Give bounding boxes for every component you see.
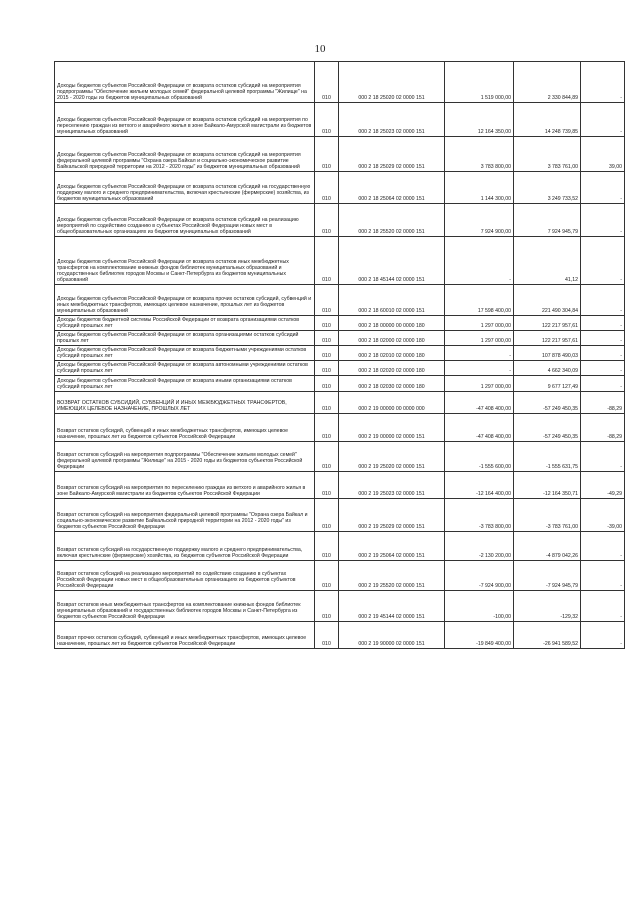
table-row [55,499,625,532]
row-budget-code: 000 2 18 25029 02 0000 151 [339,137,445,172]
row-planned-amount: 1 144 300,00 [445,172,514,204]
table-row [55,622,625,649]
row-planned-amount: -1 555 600,00 [445,442,514,472]
row-executed-amount: -7 924 945,79 [514,561,581,591]
row-percent: - [581,532,625,561]
row-percent: - [581,346,625,361]
row-percent: -39,00 [581,499,625,532]
row-executed-amount: 221 490 304,84 [514,285,581,316]
table-row [55,442,625,472]
row-percent: - [581,316,625,331]
row-budget-code: 000 2 19 90000 02 0000 151 [339,622,445,649]
row-description: Доходы бюджетов субъектов Российской Федерации от возврата остатков субсидий на реализацию мероприятий по содействию созданию в субъектах Российской Федерации новых мест в общеобразовательных организациях из бюджетов муниципальных образований [55,204,315,237]
row-planned-amount: 17 598 400,00 [445,285,514,316]
row-line-code: 010 [315,361,339,376]
revenue-table [54,61,625,649]
row-executed-amount: -1 555 631,75 [514,442,581,472]
row-percent: 39,00 [581,137,625,172]
row-description: Возврат остатков субсидий на государственную поддержку малого и среднего предпринимательства, включая крестьянские (фермерские) хозяйства, из бюджетов субъектов Российской Федерации [55,532,315,561]
table-row [55,346,625,361]
row-executed-amount: 122 217 957,61 [514,331,581,346]
row-line-code: 010 [315,346,339,361]
row-line-code: 010 [315,414,339,442]
row-budget-code: 000 2 18 25064 02 0000 151 [339,172,445,204]
row-line-code: 010 [315,561,339,591]
row-percent: - [581,622,625,649]
row-percent: - [581,62,625,103]
row-percent: - [581,591,625,622]
row-planned-amount: -2 130 200,00 [445,532,514,561]
row-executed-amount: 107 878 490,03 [514,346,581,361]
row-budget-code: 000 2 19 25064 02 0000 151 [339,532,445,561]
table-row [55,172,625,204]
table-row [55,103,625,137]
row-description: Доходы бюджетов субъектов Российской Федерации от возврата автономными учреждениями остатков субсидий прошлых лет [55,361,315,376]
row-planned-amount: 1 297 000,00 [445,376,514,392]
row-planned-amount: 1 297 000,00 [445,316,514,331]
row-executed-amount: -12 164 350,71 [514,472,581,499]
row-executed-amount: 122 217 957,61 [514,316,581,331]
table-row [55,361,625,376]
row-executed-amount: -129,32 [514,591,581,622]
row-executed-amount: 3 783 761,00 [514,137,581,172]
table-body [55,62,625,649]
row-budget-code: 000 2 19 25020 02 0000 151 [339,442,445,472]
row-budget-code: 000 2 18 02030 02 0000 180 [339,376,445,392]
row-budget-code: 000 2 18 60010 02 0000 151 [339,285,445,316]
row-line-code: 010 [315,172,339,204]
row-executed-amount: 2 330 844,89 [514,62,581,103]
row-line-code: 010 [315,392,339,414]
table-row [55,591,625,622]
row-percent: - [581,285,625,316]
row-description: Возврат остатков субсидий на реализацию мероприятий по содействию созданию в субъектах Российской Федерации новых мест в общеобразовательных организациях из бюджетов субъектов Российской Федерации [55,561,315,591]
row-line-code: 010 [315,62,339,103]
row-percent: - [581,331,625,346]
row-description: Возврат остатков субсидий на мероприятия федеральной целевой программы "Охрана озера Байкал и социально-экономическое развитие Байкальской природной территории на 2012 - 2020 годы" из бюджетов субъектов Российской Федерации [55,499,315,532]
row-description: Доходы бюджетов субъектов Российской Федерации от возврата остатков субсидий на мероприятия по переселению граждан из ветхого и аварийного жилья в зоне Байкало-Амурской магистрали из бюджетов муниципальных образований [55,103,315,137]
row-planned-amount: -3 783 800,00 [445,499,514,532]
table-row [55,561,625,591]
row-description: Возврат остатков субсидий, субвенций и иных межбюджетных трансфертов, имеющих целевое назначение, прошлых лет из бюджетов субъектов Российской Федерации [55,414,315,442]
row-budget-code: 000 2 18 02000 02 0000 180 [339,331,445,346]
row-planned-amount: 12 164 350,00 [445,103,514,137]
table-row [55,316,625,331]
row-planned-amount: - [445,346,514,361]
row-budget-code: 000 2 18 02020 02 0000 180 [339,361,445,376]
row-executed-amount: -57 249 450,35 [514,414,581,442]
row-executed-amount: 7 924 945,79 [514,204,581,237]
row-line-code: 010 [315,316,339,331]
row-executed-amount: -26 941 589,52 [514,622,581,649]
table-row [55,204,625,237]
row-budget-code: 000 2 18 02010 02 0000 180 [339,346,445,361]
row-planned-amount: 7 924 900,00 [445,204,514,237]
row-budget-code: 000 2 19 00000 02 0000 151 [339,414,445,442]
row-description: Доходы бюджетов субъектов Российской Федерации от возврата иными организациями остатков субсидий прошлых лет [55,376,315,392]
row-planned-amount: - [445,361,514,376]
row-percent: - [581,237,625,285]
row-description: Доходы бюджетов субъектов Российской Федерации от возврата бюджетными учреждениями остатков субсидий прошлых лет [55,346,315,361]
row-percent: - [581,103,625,137]
row-planned-amount: 1 519 000,00 [445,62,514,103]
row-executed-amount: 41,12 [514,237,581,285]
row-planned-amount: - [445,237,514,285]
row-budget-code: 000 2 18 25023 02 0000 151 [339,103,445,137]
row-line-code: 010 [315,622,339,649]
table-row [55,532,625,561]
row-percent: - [581,361,625,376]
row-executed-amount: -57 249 450,35 [514,392,581,414]
row-planned-amount: -47 408 400,00 [445,414,514,442]
row-percent: -88,29 [581,392,625,414]
row-budget-code: 000 2 18 25520 02 0000 151 [339,204,445,237]
table-row [55,237,625,285]
row-executed-amount: 14 248 739,85 [514,103,581,137]
row-line-code: 010 [315,591,339,622]
row-description: Доходы бюджетов субъектов Российской Федерации от возврата остатков субсидий на мероприятия подпрограммы "Обеспечение жильем молодых семей" федеральной целевой программы "Жилище" на 2015 - 2020 годы из бюджетов муниципальных образований [55,62,315,103]
row-description: Доходы бюджетов субъектов Российской Федерации от возврата организациями остатков субсидий прошлых лет [55,331,315,346]
row-planned-amount: -7 924 900,00 [445,561,514,591]
row-budget-code: 000 2 19 25520 02 0000 151 [339,561,445,591]
row-description: Доходы бюджетов субъектов Российской Федерации от возврата остатков субсидий на государственную поддержку малого и среднего предпринимательства, включая крестьянские (фермерские) хозяйства, из бюджетов муниципальных образований [55,172,315,204]
row-line-code: 010 [315,376,339,392]
page-number: 10 [314,43,326,55]
row-planned-amount: 3 783 800,00 [445,137,514,172]
row-executed-amount: -4 879 042,26 [514,532,581,561]
row-percent: - [581,204,625,237]
row-budget-code: 000 2 19 00000 00 0000 000 [339,392,445,414]
row-line-code: 010 [315,472,339,499]
row-description: Доходы бюджетов субъектов Российской Федерации от возврата остатков иных межбюджетных трансфертов на комплектование книжных фондов библиотек муниципальных образований и государственных библиотек городов Москвы и Санкт-Петербурга из бюджетов муниципальных образований [55,237,315,285]
row-line-code: 010 [315,532,339,561]
table-row [55,414,625,442]
row-description: Возврат остатков субсидий на мероприятия по переселению граждан из ветхого и аварийного жилья в зоне Байкало-Амурской магистрали из бюджетов субъектов Российской Федерации [55,472,315,499]
row-planned-amount: -12 164 400,00 [445,472,514,499]
row-executed-amount: 9 677 127,49 [514,376,581,392]
table-row [55,62,625,103]
row-description: Доходы бюджетов субъектов Российской Федерации от возврата прочих остатков субсидий, субвенций и иных межбюджетных трансфертов, имеющих целевое назначение, прошлых лет из бюджетов муниципальных образований [55,285,315,316]
row-line-code: 010 [315,137,339,172]
row-line-code: 010 [315,499,339,532]
row-percent: - [581,442,625,472]
row-percent: - [581,561,625,591]
row-line-code: 010 [315,237,339,285]
row-budget-code: 000 2 18 45144 02 0000 151 [339,237,445,285]
row-description: Доходы бюджетов субъектов Российской Федерации от возврата остатков субсидий на мероприятия федеральной целевой программы "Охрана озера Байкал и социально-экономическое развитие Байкальской природной территории на 2012 - 2020 годы" из бюджетов муниципальных образований [55,137,315,172]
row-planned-amount: -47 408 400,00 [445,392,514,414]
row-budget-code: 000 2 18 00000 00 0000 180 [339,316,445,331]
table-row [55,285,625,316]
row-percent: -88,29 [581,414,625,442]
row-percent: -49,29 [581,472,625,499]
row-budget-code: 000 2 18 25020 02 0000 151 [339,62,445,103]
row-line-code: 010 [315,204,339,237]
row-executed-amount: 4 662 340,09 [514,361,581,376]
row-line-code: 010 [315,442,339,472]
row-executed-amount: 3 249 733,52 [514,172,581,204]
row-line-code: 010 [315,285,339,316]
row-planned-amount: 1 297 000,00 [445,331,514,346]
row-executed-amount: -3 783 761,00 [514,499,581,532]
row-budget-code: 000 2 19 45144 02 0000 151 [339,591,445,622]
table-row [55,137,625,172]
row-description: Возврат прочих остатков субсидий, субвенций и иных межбюджетных трансфертов, имеющих целевое назначение, прошлых лет из бюджетов субъектов Российской Федерации [55,622,315,649]
row-line-code: 010 [315,103,339,137]
row-budget-code: 000 2 19 25029 02 0000 151 [339,499,445,532]
row-planned-amount: -19 849 400,00 [445,622,514,649]
row-description: Доходы бюджетов бюджетной системы Российской Федерации от возврата организациями остатков субсидий прошлых лет [55,316,315,331]
row-line-code: 010 [315,331,339,346]
row-planned-amount: -100,00 [445,591,514,622]
table-row [55,331,625,346]
row-percent: - [581,376,625,392]
row-description: ВОЗВРАТ ОСТАТКОВ СУБСИДИЙ, СУБВЕНЦИЙ И ИНЫХ МЕЖБЮДЖЕТНЫХ ТРАНСФЕРТОВ, ИМЕЮЩИХ ЦЕЛЕВОЕ НАЗНАЧЕНИЕ, ПРОШЛЫХ ЛЕТ [55,392,315,414]
row-description: Возврат остатков субсидий на мероприятия подпрограммы "Обеспечение жильем молодых семей" федеральной целевой программы "Жилище" на 2015 - 2020 годы из бюджетов субъектов Российской Федерации [55,442,315,472]
table-row [55,392,625,414]
table-row [55,376,625,392]
row-percent: - [581,172,625,204]
row-description: Возврат остатков иных межбюджетных трансфертов на комплектование книжных фондов библиотек муниципальных образований и государственных библиотек городов Москвы и Санкт-Петербурга из бюджетов субъектов Российской Федерации [55,591,315,622]
row-budget-code: 000 2 19 25023 02 0000 151 [339,472,445,499]
table-row [55,472,625,499]
